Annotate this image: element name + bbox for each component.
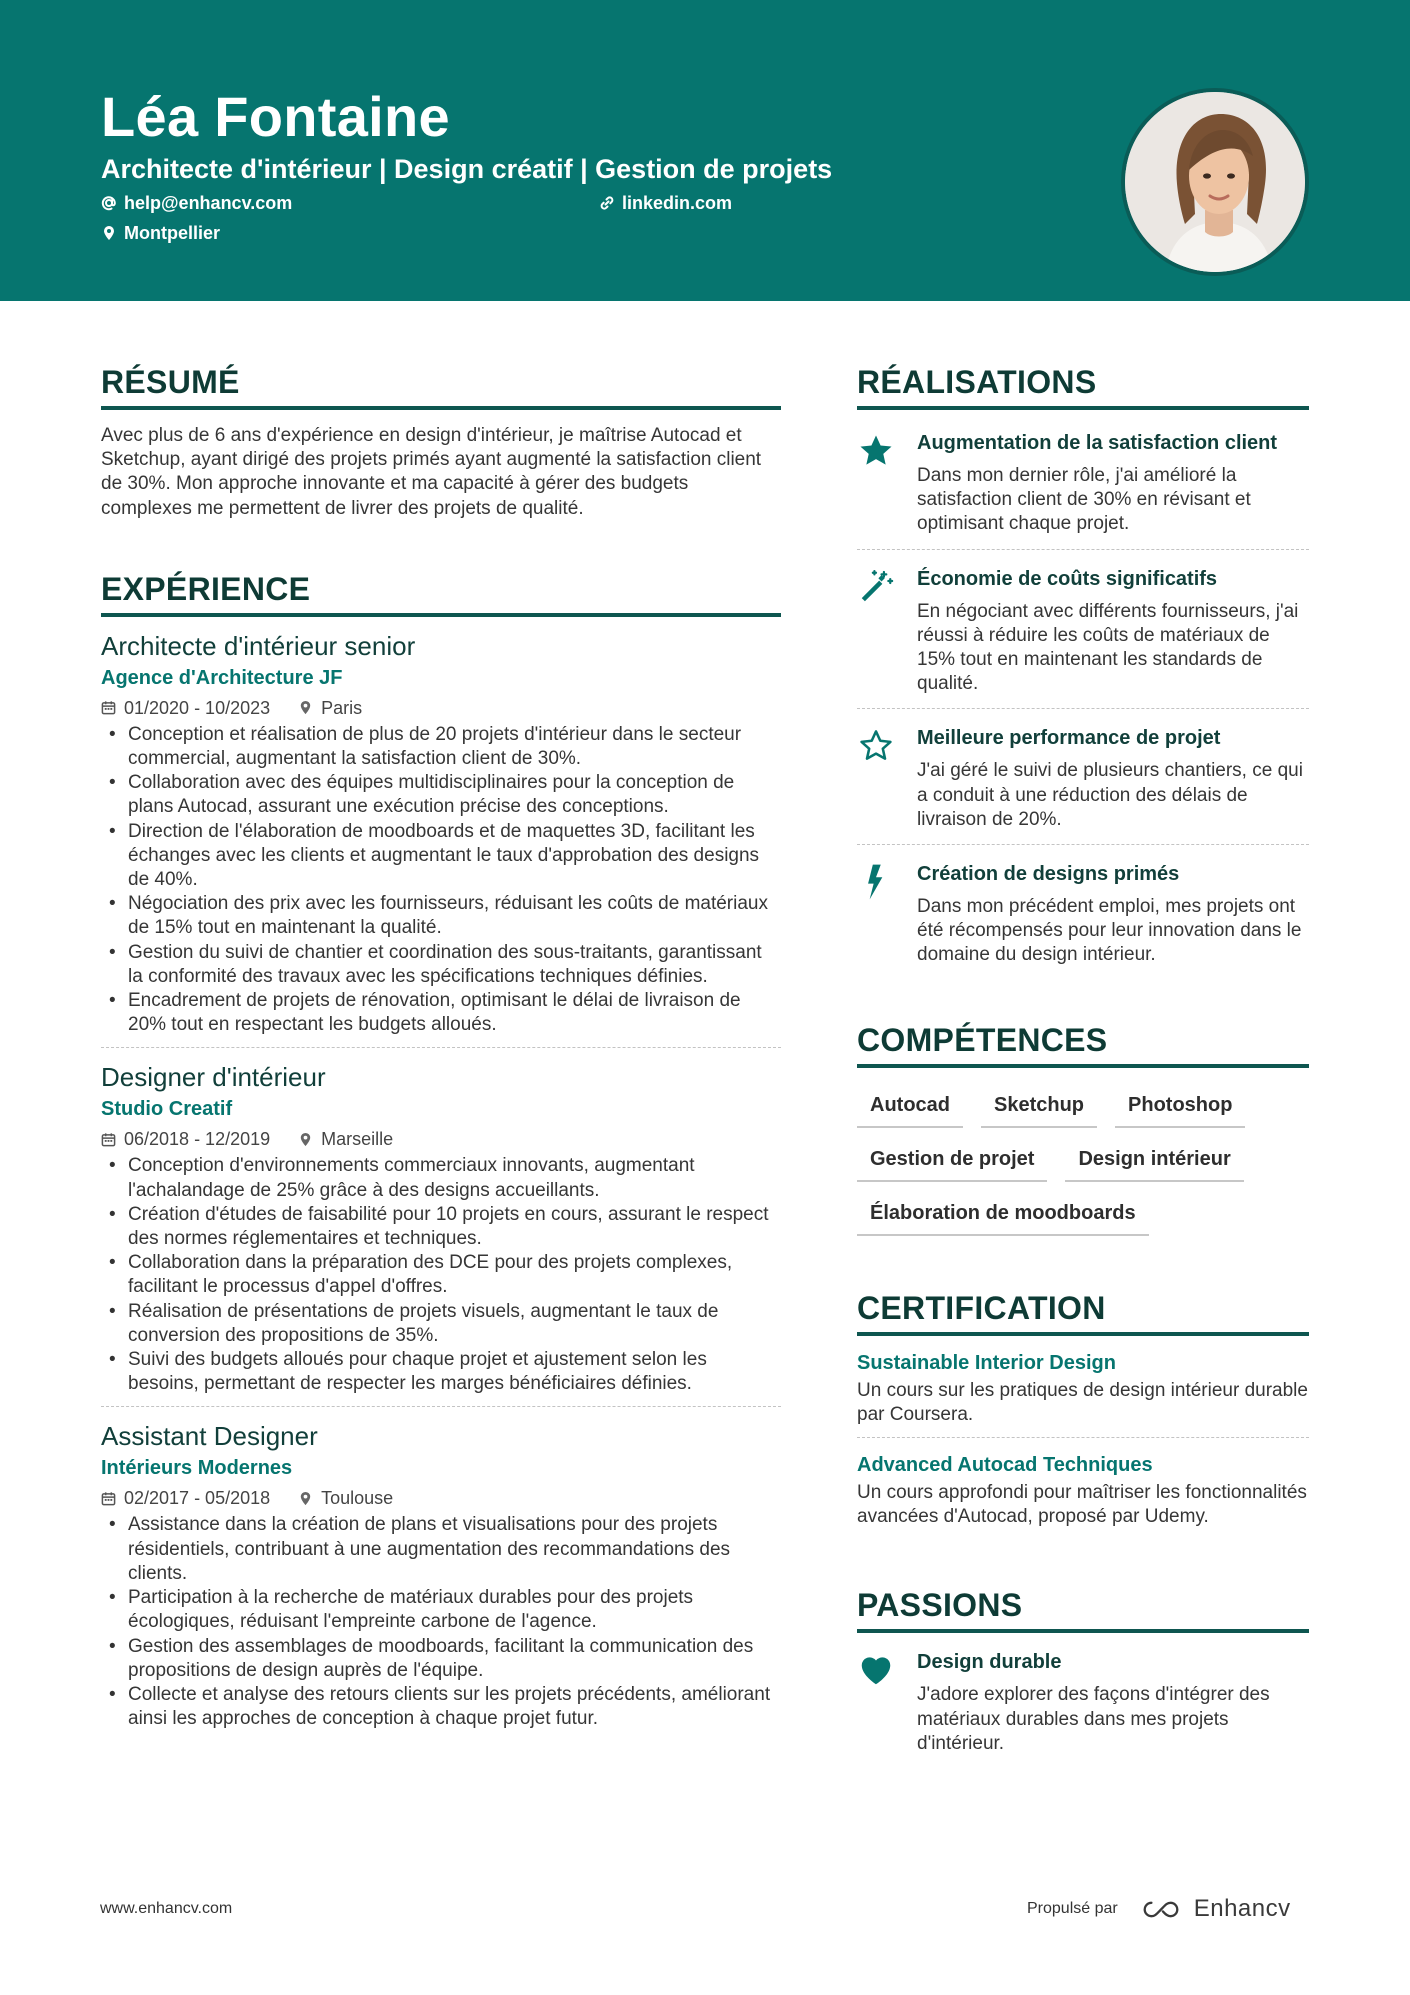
passion-icon-wrap bbox=[857, 1649, 917, 1756]
achievement-icon-wrap bbox=[857, 725, 917, 832]
bullet-item: • Gestion du suivi de chantier et coordination des sous-traitants, garantissant la conformité des travaux avec les spécifications techniques définies. bbox=[101, 941, 781, 989]
linkedin-text: linkedin.com bbox=[622, 193, 733, 213]
job-location-text: Paris bbox=[321, 697, 363, 718]
candidate-title: Architecte d'intérieur | Design créatif | Gestion de projets bbox=[101, 154, 833, 184]
bullet-item: • Participation à la recherche de matériaux durables pour des projets écologiques, réduisant l'empreinte carbone de l'agence. bbox=[101, 1586, 781, 1634]
job-role: Designer d'intérieur bbox=[101, 1062, 326, 1093]
job-company: Studio Creatif bbox=[101, 1098, 233, 1121]
achievement-item bbox=[857, 708, 1309, 844]
achievement-title: Création de designs primés bbox=[917, 863, 1180, 886]
location-contact bbox=[101, 221, 220, 245]
bullet-item: • Création d'études de faisabilité pour 10 projets en cours, assurant le respect des normes réglementaires et techniques. bbox=[101, 1203, 781, 1251]
footer-website[interactable]: www.enhancv.com bbox=[100, 1900, 233, 1917]
achievement-desc: Dans mon précédent emploi, mes projets ont été récompensés pour leur innovation dans le domaine du design intérieur. bbox=[917, 896, 1302, 966]
skill-tag: Gestion de projet bbox=[857, 1142, 1047, 1182]
job-bullets bbox=[101, 1513, 781, 1731]
location-pin-icon bbox=[101, 225, 117, 241]
certification-title: Sustainable Interior Design bbox=[857, 1351, 1116, 1374]
brand bbox=[1138, 1895, 1291, 1923]
job-meta bbox=[101, 1128, 781, 1150]
heart-icon bbox=[857, 1651, 895, 1689]
passion-title: Design durable bbox=[917, 1651, 1062, 1674]
passions-section-title: PASSIONS bbox=[857, 1583, 1309, 1633]
location-text: Montpellier bbox=[124, 223, 221, 243]
passion-item bbox=[857, 1633, 1309, 1768]
achievement-item bbox=[857, 844, 1309, 980]
bullet-item: • Collaboration dans la préparation des DCE pour des projets complexes, facilitant le processus d'appel d'offres. bbox=[101, 1251, 781, 1299]
achievement-desc: En négociant avec différents fournisseurs, j'ai réussi à réduire les coûts de matériaux de 15% tout en maintenant les standards de qualité. bbox=[917, 600, 1299, 695]
certification-section-title: CERTIFICATION bbox=[857, 1286, 1309, 1336]
bullet-item: • Conception et réalisation de plus de 20 projets d'intérieur dans le secteur commercial, augmentant la satisfaction client de 30%. bbox=[101, 723, 781, 771]
achievement-title: Augmentation de la satisfaction client bbox=[917, 432, 1278, 454]
location-pin-icon bbox=[298, 700, 313, 715]
job-location-text: Marseille bbox=[321, 1129, 394, 1150]
job-role: Architecte d'intérieur senior bbox=[101, 630, 416, 661]
job-entry bbox=[101, 1047, 781, 1406]
achievement-title: Meilleure performance de projet bbox=[917, 727, 1221, 750]
star-filled-icon bbox=[857, 432, 895, 470]
at-icon bbox=[101, 195, 117, 211]
job-company: Agence d'Architecture JF bbox=[101, 666, 343, 689]
job-entry bbox=[101, 1406, 781, 1741]
skills-section-title: COMPÉTENCES bbox=[857, 1018, 1309, 1068]
certification-desc: Un cours sur les pratiques de design intérieur durable par Coursera. bbox=[857, 1379, 1308, 1425]
skill-tag: Sketchup bbox=[981, 1088, 1097, 1128]
enhancv-logo-icon bbox=[1138, 1898, 1184, 1921]
footer-powered-by[interactable] bbox=[1027, 1895, 1291, 1923]
job-dates-text: 06/2018 - 12/2019 bbox=[124, 1129, 271, 1150]
certification-item bbox=[857, 1336, 1309, 1437]
passion-desc: J'adore explorer des façons d'intégrer des matériaux durables dans mes projets d'intérieur. bbox=[917, 1684, 1270, 1754]
bullet-item: • Suivi des budgets alloués pour chaque projet et ajustement selon les besoins, permettant de respecter les marges bénéficiaires définies. bbox=[101, 1348, 781, 1396]
lightning-icon bbox=[857, 863, 895, 901]
experience-section-title: EXPÉRIENCE bbox=[101, 567, 781, 617]
bullet-item: • Encadrement de projets de rénovation, optimisant le délai de livraison de 20% tout en respectant les budgets alloués. bbox=[101, 989, 781, 1037]
job-company: Intérieurs Modernes bbox=[101, 1457, 293, 1480]
right-column bbox=[857, 360, 1309, 1768]
left-column bbox=[101, 360, 781, 1741]
skill-tag: Photoshop bbox=[1115, 1088, 1245, 1128]
powered-by-label: Propulsé par bbox=[1027, 1900, 1118, 1917]
job-role: Assistant Designer bbox=[101, 1421, 318, 1452]
brand-name: Enhancv bbox=[1193, 1895, 1291, 1922]
bullet-item: • Collaboration avec des équipes multidisciplinaires pour la conception de plans Autocad, assurant une exécution précise des conceptions. bbox=[101, 771, 781, 819]
certification-item bbox=[857, 1437, 1309, 1539]
bullet-item: • Conception d'environnements commerciaux innovants, augmentant l'achalandage de 25% grâce à des designs accueillants. bbox=[101, 1154, 781, 1202]
job-bullets bbox=[101, 723, 781, 1038]
achievements-section-title: RÉALISATIONS bbox=[857, 360, 1309, 410]
bullet-item: • Négociation des prix avec les fournisseurs, réduisant les coûts de matériaux de 15% tout en maintenant la qualité. bbox=[101, 892, 781, 940]
bullet-item: • Collecte et analyse des retours clients sur les projets précédents, améliorant ainsi les approches de conception à chaque projet futur. bbox=[101, 1683, 781, 1731]
achievement-icon-wrap bbox=[857, 861, 917, 968]
email-text: help@enhancv.com bbox=[124, 193, 293, 213]
link-icon bbox=[599, 195, 615, 211]
job-meta bbox=[101, 1487, 781, 1509]
achievement-desc: Dans mon dernier rôle, j'ai amélioré la satisfaction client de 30% en révisant et optimisant chaque projet. bbox=[917, 465, 1251, 535]
job-location bbox=[298, 697, 362, 719]
job-location bbox=[298, 1128, 393, 1150]
achievement-title: Économie de coûts significatifs bbox=[917, 567, 1218, 590]
resume-section-title: RÉSUMÉ bbox=[101, 360, 781, 410]
job-dates-text: 01/2020 - 10/2023 bbox=[124, 697, 271, 718]
achievement-icon-wrap bbox=[857, 430, 917, 537]
achievement-icon-wrap bbox=[857, 566, 917, 697]
job-location-text: Toulouse bbox=[321, 1488, 394, 1509]
candidate-name: Léa Fontaine bbox=[101, 85, 450, 148]
calendar-icon bbox=[101, 1491, 116, 1506]
achievement-desc: J'ai géré le suivi de plusieurs chantiers, ce qui a conduit à une réduction des délais de livraison de 20%. bbox=[917, 760, 1303, 830]
bullet-item: • Assistance dans la création de plans et visualisations pour des projets résidentiels, contribuant à une augmentation des recommandations des clients. bbox=[101, 1513, 781, 1586]
location-pin-icon bbox=[298, 1491, 313, 1506]
calendar-icon bbox=[101, 700, 116, 715]
avatar-illustration bbox=[1125, 92, 1309, 276]
job-meta bbox=[101, 697, 781, 719]
skills-list bbox=[857, 1088, 1309, 1236]
bullet-item: • Réalisation de présentations de projets visuels, augmentant le taux de conversion des propositions de 35%. bbox=[101, 1300, 781, 1348]
calendar-icon bbox=[101, 1132, 116, 1147]
achievements-list bbox=[857, 414, 1309, 980]
job-bullets bbox=[101, 1154, 781, 1396]
job-dates-text: 02/2017 - 05/2018 bbox=[124, 1488, 271, 1509]
header bbox=[0, 0, 1410, 301]
certification-title: Advanced Autocad Techniques bbox=[857, 1454, 1153, 1477]
job-entry bbox=[101, 617, 781, 1048]
email-contact[interactable] bbox=[101, 191, 292, 215]
skill-tag: Autocad bbox=[857, 1088, 963, 1128]
skill-tag: Élaboration de moodboards bbox=[857, 1196, 1149, 1236]
resume-summary: Avec plus de 6 ans d'expérience en design d'intérieur, je maîtrise Autocad et Sketchup, ayant dirigé des projets primés ayant augmenté la satisfaction client de 30%. Mon approche innovante et ma capacité à gérer des budgets complexes me permettent de livrer des projets de qualité. bbox=[101, 425, 762, 519]
skill-tag: Design intérieur bbox=[1065, 1142, 1243, 1182]
job-location bbox=[298, 1487, 393, 1509]
certification-desc: Un cours approfondi pour maîtriser les fonctionnalités avancées d'Autocad, proposé par Udemy. bbox=[857, 1482, 1307, 1528]
job-dates bbox=[101, 1487, 270, 1509]
magic-wand-icon bbox=[857, 568, 895, 606]
star-outline-icon bbox=[857, 727, 895, 765]
linkedin-contact[interactable] bbox=[599, 191, 732, 215]
profile-photo bbox=[1121, 88, 1309, 276]
location-pin-icon bbox=[298, 1132, 313, 1147]
achievement-item bbox=[857, 549, 1309, 709]
job-dates bbox=[101, 697, 270, 719]
bullet-item: • Gestion des assemblages de moodboards, facilitant la communication des propositions de design auprès de l'équipe. bbox=[101, 1635, 781, 1683]
bullet-item: • Direction de l'élaboration de moodboards et de maquettes 3D, facilitant les échanges avec les clients et augmentant le taux d'approbation des designs de 40%. bbox=[101, 820, 781, 893]
job-dates bbox=[101, 1128, 270, 1150]
certification-list bbox=[857, 1336, 1309, 1540]
achievement-item bbox=[857, 414, 1309, 549]
